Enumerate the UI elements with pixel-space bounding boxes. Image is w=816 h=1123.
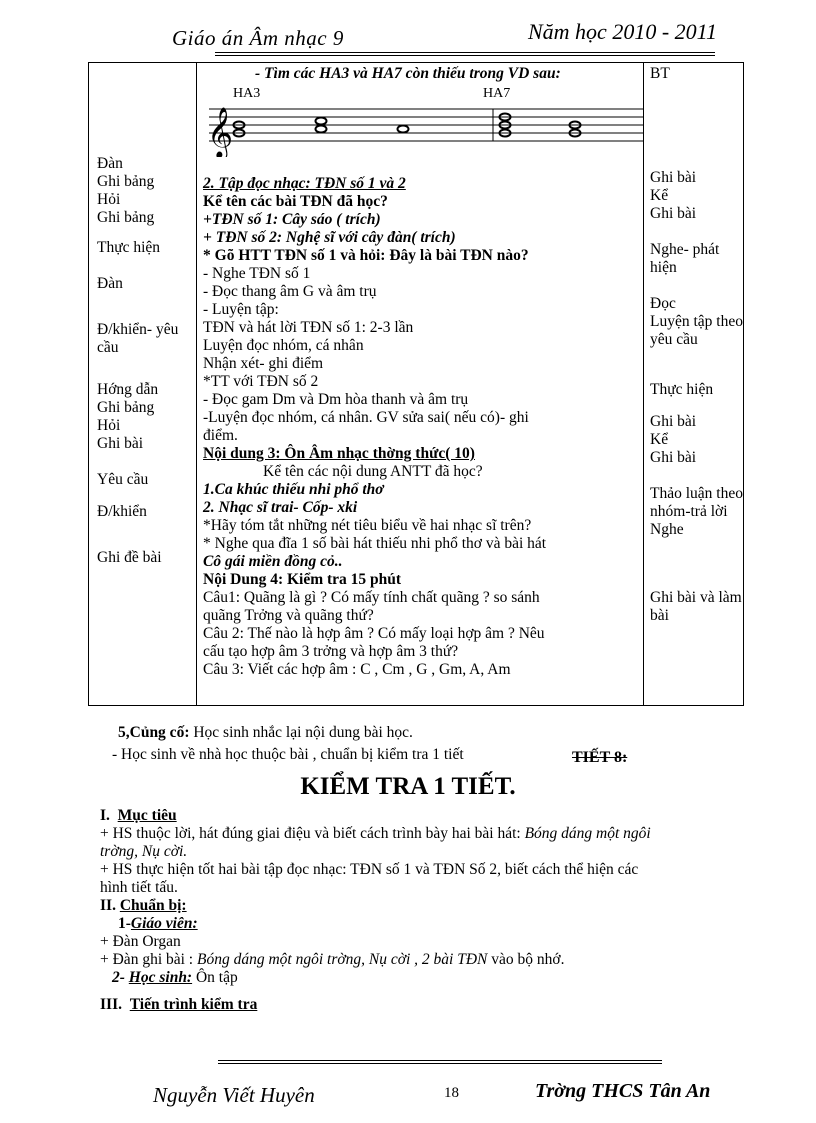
student-activity-item: Kể	[650, 431, 669, 448]
objective-line-2: trờng, Nụ cời.	[100, 843, 188, 860]
objective-line-4: hình tiết tấu.	[100, 879, 178, 896]
student-activity-item: Nghe	[650, 521, 684, 538]
student-activity-item: Kể	[650, 187, 669, 204]
content-line: Nội Dung 4: Kiểm tra 15 phút	[203, 571, 402, 588]
objective-line-3: + HS thực hiện tốt hai bài tập đọc nhạc: TĐN số 1 và TĐN Số 2, biết cách thể hiện các	[100, 861, 639, 878]
staff-label-ha7: HA7	[483, 86, 511, 101]
student-activity-item: Đọc	[650, 295, 676, 312]
content-line: Nhận xét- ghi điểm	[203, 355, 324, 372]
student-activity-item: nhóm-trả lời	[650, 503, 728, 520]
teacher-activity-item: Đàn	[97, 275, 123, 292]
content-line: -Luyện đọc nhóm, cá nhân. GV sửa sai( nếu có)- ghi	[203, 409, 529, 426]
teacher-activity-item: Ghi bảng	[97, 399, 155, 416]
header-left: Giáo án Âm nhạc 9	[172, 26, 344, 50]
student-activity-item: BT	[650, 65, 670, 82]
footer-school: Trờng THCS Tân An	[535, 1080, 711, 1102]
teacher-activity-item: Hỏi	[97, 417, 121, 434]
content-line: Cô gái miền đồng cỏ..	[203, 553, 343, 570]
teacher-activity-item: Đ/khiển	[97, 503, 147, 520]
content-line: +TĐN số 1: Cây sáo ( trích)	[203, 211, 381, 228]
teacher-activity-item: cầu	[97, 339, 119, 356]
student-activity-item: bài	[650, 607, 669, 624]
student-activity-item: yêu cầu	[650, 331, 698, 348]
section-objectives: I. Mục tiêu	[100, 807, 177, 824]
student-activity-item: Luyện tập theo	[650, 313, 743, 330]
student-activity-item: Nghe- phát	[650, 241, 720, 258]
tiet-label: TIẾT 8:	[572, 749, 628, 766]
content-line: * Nghe qua đĩa 1 số bài hát thiếu nhi phổ thơ và bài hát	[203, 535, 547, 552]
content-line: 2. Nhạc sĩ trai- Cốp- xki	[203, 499, 358, 516]
prep-organ: + Đàn Organ	[100, 933, 181, 950]
task-instruction: - Tìm các HA3 và HA7 còn thiếu trong VD sau:	[255, 65, 561, 82]
staff-label-ha3: HA3	[233, 86, 261, 101]
student-activity-item: hiện	[650, 259, 677, 276]
lesson-plan-table	[88, 62, 744, 706]
student-activity-column	[644, 63, 744, 706]
teacher-activity-item: Hỏi	[97, 191, 121, 208]
teacher-activity-item: Ghi bài	[97, 435, 144, 452]
teacher-activity-item: Ghi đề bài	[97, 549, 162, 566]
content-line: - Nghe TĐN số 1	[203, 265, 311, 282]
teacher-activity-item: Đàn	[97, 155, 123, 172]
student-activity-item: Ghi bài và làm	[650, 589, 742, 606]
header-right: Năm học 2010 - 2011	[528, 19, 718, 44]
content-line: Câu1: Quãng là gì ? Có mấy tính chất quãng ? so sánh	[203, 589, 540, 606]
student-activity-item: Thảo luận theo	[650, 485, 743, 502]
footer-author: Nguyễn Viết Huyên	[153, 1083, 315, 1107]
content-line: *TT với TĐN số 2	[203, 373, 319, 390]
content-line: *Hãy tóm tắt những nét tiêu biểu về hai nhạc sĩ trên?	[203, 517, 532, 534]
teacher-activity-item: Ghi bảng	[97, 173, 155, 190]
student-activity-item: Ghi bài	[650, 449, 697, 466]
content-line: 2. Tập đọc nhạc: TĐN số 1 và 2	[203, 175, 406, 192]
content-line: TĐN và hát lời TĐN số 1: 2-3 lần	[203, 319, 414, 336]
content-line: - Luyện tập:	[203, 301, 279, 318]
content-line: Luyện đọc nhóm, cá nhân	[203, 337, 364, 354]
teacher-activity-item: Ghi bảng	[97, 209, 155, 226]
student-activity-item: Thực hiện	[650, 381, 714, 398]
content-line: Nội dung 3: Ôn Âm nhạc thờng thức( 10)	[203, 445, 475, 462]
content-line: cấu tạo hợp âm 3 trởng và hợp âm 3 thứ?	[203, 643, 459, 660]
section-preparation: II. Chuẩn bị:	[100, 897, 187, 914]
page-number: 18	[444, 1085, 459, 1101]
student-activity-item: Ghi bài	[650, 413, 697, 430]
content-line: Câu 3: Viết các hợp âm : C , Cm , G , Gm, A, Am	[203, 661, 511, 678]
content-line: 1.Ca khúc thiếu nhi phổ thơ	[203, 481, 384, 498]
header-divider	[215, 52, 715, 56]
section-process: III. Tiến trình kiểm tra	[100, 996, 258, 1013]
exam-title: KIỂM TRA 1 TIẾT.	[300, 773, 516, 800]
teacher-activity-item: Yêu cầu	[97, 471, 149, 488]
content-line: * Gõ HTT TĐN số 1 và hỏi: Đây là bài TĐN nào?	[203, 247, 529, 264]
teacher-activity-item: Thực hiện	[97, 239, 161, 256]
student-activity-item: Ghi bài	[650, 169, 697, 186]
content-line: Kể tên các nội dung ANTT đã học?	[263, 463, 483, 480]
music-staff	[203, 83, 643, 157]
treble-clef-icon: 𝄞	[207, 107, 234, 157]
content-line: Kể tên các bài TĐN đã học?	[203, 193, 388, 210]
teacher-activity-item: Hớng dẫn	[97, 381, 159, 398]
content-line: + TĐN số 2: Nghệ sĩ với cây đàn( trích)	[203, 229, 456, 246]
homework-line: - Học sinh về nhà học thuộc bài , chuẩn bị kiểm tra 1 tiết	[112, 746, 464, 763]
student-prep: 2- Học sinh: Ôn tập	[112, 969, 238, 986]
teacher-activity-column	[89, 63, 197, 706]
prep-record: + Đàn ghi bài : Bóng dáng một ngôi trờng, Nụ cời , 2 bài TĐN vào bộ nhớ.	[100, 951, 565, 968]
teacher-prep: 1-Giáo viên:	[118, 915, 198, 932]
footer-divider	[218, 1060, 662, 1064]
content-column	[197, 63, 644, 706]
content-line: - Đọc gam Dm và Dm hòa thanh và âm trụ	[203, 391, 469, 408]
teacher-activity-item: Đ/khiển- yêu	[97, 321, 179, 338]
content-line: - Đọc thang âm G và âm trụ	[203, 283, 377, 300]
content-line: quãng Trởng và quãng thứ?	[203, 607, 374, 624]
student-activity-item: Ghi bài	[650, 205, 697, 222]
cung-co: 5,Củng cố: Học sinh nhắc lại nội dung bài học.	[118, 724, 413, 741]
content-line: điểm.	[203, 427, 238, 444]
objective-line-1: + HS thuộc lời, hát đúng giai điệu và biết cách trình bày hai bài hát: Bóng dáng một ngôi	[100, 825, 651, 842]
content-line: Câu 2: Thế nào là hợp âm ? Có mấy loại hợp âm ? Nêu	[203, 625, 545, 642]
